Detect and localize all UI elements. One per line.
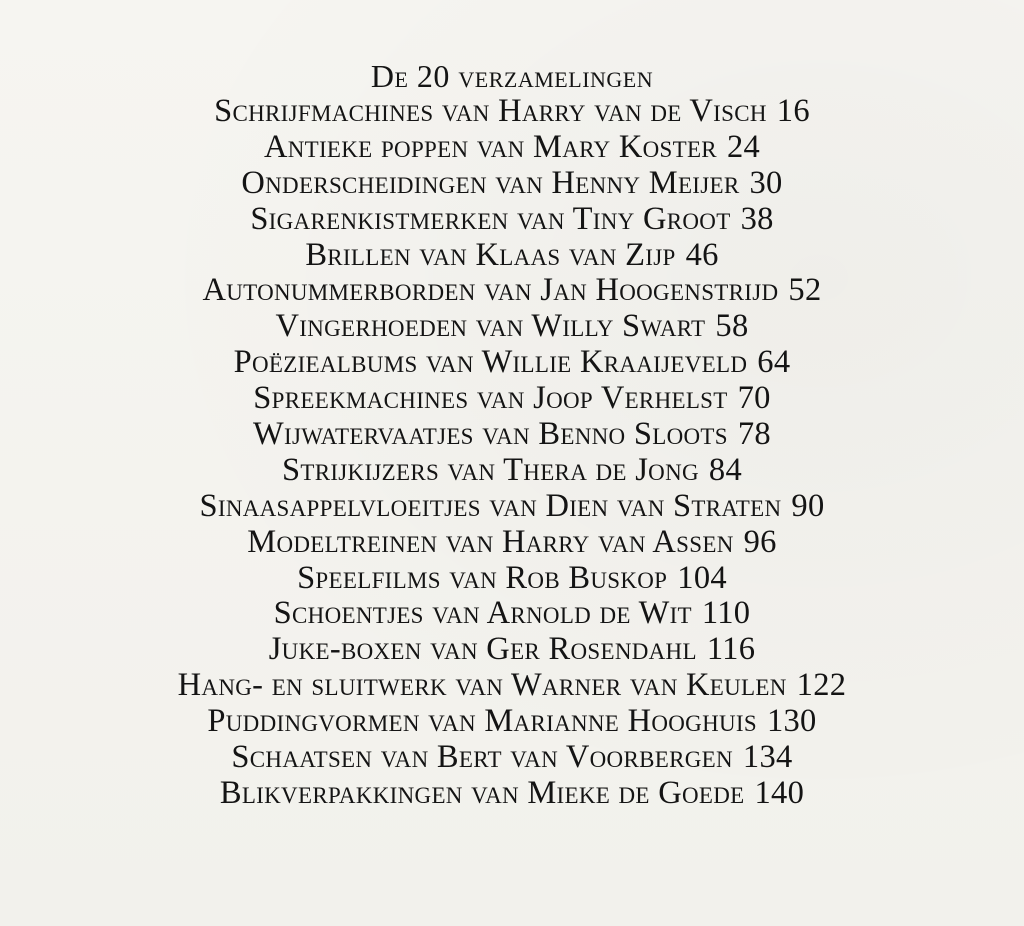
toc-entry	[0, 273, 1024, 309]
toc-entry-title: Onderscheidingen van Henny Meijer	[241, 164, 740, 201]
toc-entry-title: Strijkijzers van Thera de Jong	[281, 451, 699, 488]
toc-entry	[0, 776, 1024, 812]
toc-entry-page: 134	[742, 739, 793, 776]
toc-entry	[0, 596, 1024, 632]
toc-entry-title: Puddingvormen van Marianne Hooghuis	[207, 703, 757, 740]
toc-entry-page: 16	[776, 93, 810, 129]
toc-entry-title: Modeltreinen van Harry van Assen	[247, 523, 734, 560]
toc-entry-title: Schoentjes van Arnold de Wit	[273, 595, 692, 632]
toc-entry	[0, 417, 1024, 453]
toc-entry-page: 90	[791, 487, 825, 524]
toc-entry-title: Speelfilms van Rob Buskop	[297, 559, 668, 596]
toc-entry	[0, 345, 1024, 381]
toc-entry-title: Wijwatervaatjes van Benno Sloots	[253, 416, 728, 453]
toc-entry-title: Autonummerborden van Jan Hoogenstrijd	[202, 272, 779, 309]
toc-entry-title: Juke-boxen van Ger Rosendahl	[268, 631, 697, 668]
toc-entry	[0, 381, 1024, 417]
toc-entry-page: 130	[766, 703, 817, 740]
toc-entry	[0, 704, 1024, 740]
toc-entry-page: 58	[715, 308, 749, 345]
toc-entry-page: 110	[701, 595, 751, 632]
toc-entry	[0, 668, 1024, 704]
toc-entry-title: Schaatsen van Bert van Voorbergen	[231, 739, 733, 776]
toc-entry-page: 84	[708, 451, 742, 488]
toc-entry-page: 96	[743, 523, 777, 560]
toc-entry	[0, 740, 1024, 776]
toc-entry-title: Poëziealbums van Willie Kraaijeveld	[233, 344, 748, 381]
toc-entry	[0, 94, 1024, 130]
toc-entry-title: Spreekmachines van Joop Verhelst	[253, 380, 728, 417]
toc-entry-page: 64	[757, 344, 791, 381]
toc-entry-title: Antieke poppen van Mary Koster	[263, 128, 717, 165]
toc-entry-page: 46	[685, 236, 719, 273]
toc-entry-title: Sigarenkistmerken van Tiny Groot	[250, 200, 731, 237]
toc-entry-page: 116	[706, 631, 756, 668]
toc-entry	[0, 525, 1024, 561]
toc-entry	[0, 309, 1024, 345]
toc-entry	[0, 238, 1024, 274]
toc-entry-title: Blikverpakkingen van Mieke de Goede	[219, 774, 745, 811]
toc-entry	[0, 202, 1024, 238]
toc-entry-page: 140	[754, 774, 805, 811]
toc-entry-page: 104	[677, 559, 727, 596]
toc-entry	[0, 561, 1024, 597]
toc-entry-title: Sinaasappelvloeitjes van Dien van Straten	[199, 487, 782, 524]
toc-entry-page: 122	[796, 667, 847, 704]
toc-entry	[0, 489, 1024, 525]
toc-entry-page: 52	[788, 272, 822, 309]
toc-entry-title: Brillen van Klaas van Zijp	[305, 236, 676, 273]
toc-entry-title: Hang- en sluitwerk van Warner van Keulen	[177, 667, 787, 704]
toc-entry-page: 38	[740, 200, 774, 237]
toc-entry-page: 70	[737, 380, 771, 417]
table-of-contents	[0, 58, 1024, 812]
toc-entry-title: Schrijfmachines van Harry van de Visch	[214, 93, 767, 129]
toc-heading: De 20 verzamelingen	[370, 58, 654, 94]
toc-entry-title: Vingerhoeden van Willy Swart	[275, 308, 706, 345]
toc-entry	[0, 130, 1024, 166]
toc-entry-page: 24	[726, 128, 761, 165]
toc-entry	[0, 166, 1024, 202]
toc-entry-page: 30	[749, 164, 783, 201]
toc-entry	[0, 632, 1024, 668]
toc-entry-page: 78	[737, 416, 771, 453]
toc-entry	[0, 453, 1024, 489]
